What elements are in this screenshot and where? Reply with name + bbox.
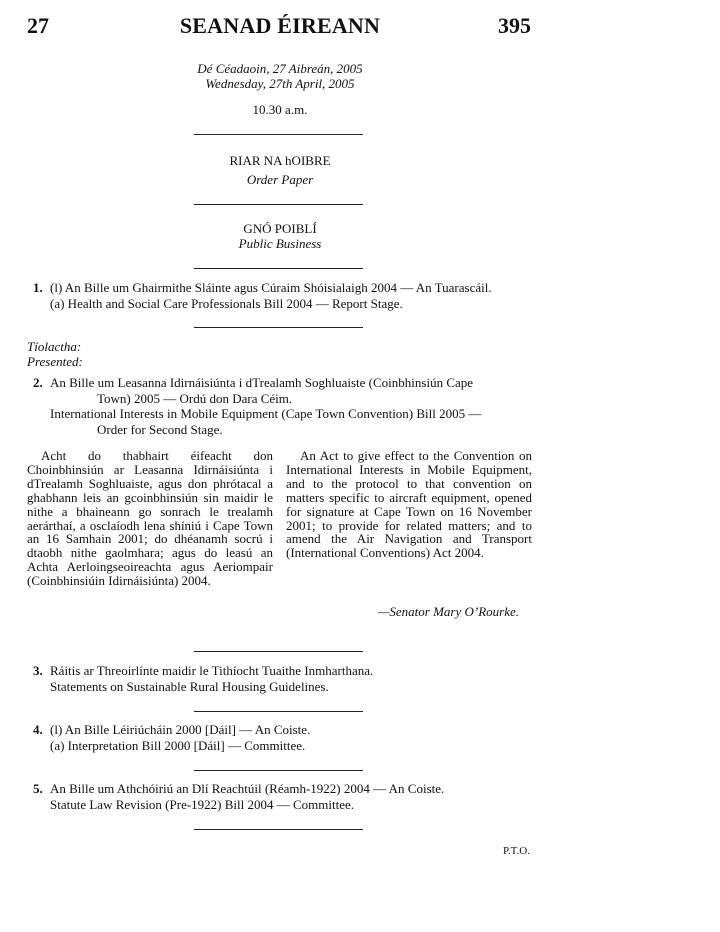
page-title: SEANAD ÉIREANN <box>179 13 381 38</box>
item-line: Town) 2005 — Ordú don Dara Céim. <box>97 390 293 406</box>
item-line-irish: (l) An Bille um Ghairmithe Sláinte agus Cúraim Shóisialaigh 2004 — An Tuarascáil. <box>50 280 492 295</box>
order-paper-irish: RIAR NA hOIBRE <box>229 153 331 168</box>
divider-rule <box>194 651 363 652</box>
divider-rule <box>194 770 363 771</box>
public-business-english: Public Business <box>238 236 322 251</box>
order-paper-english: Order Paper <box>246 172 314 187</box>
item-line: An Bille um Leasanna Idirnáisiúnta i dTrealamh Soghluaiste (Coinbhinsiún Cape <box>50 375 474 390</box>
please-turn-over: P.T.O. <box>503 845 530 857</box>
presented-label-english: Presented: <box>27 354 83 369</box>
page-number-left: 27 <box>27 13 49 38</box>
business-item-1 <box>33 280 538 311</box>
explanatory-text-english <box>286 449 532 560</box>
public-business-irish: GNÓ POIBLÍ <box>243 221 317 236</box>
page-number-right: 395 <box>498 13 531 38</box>
item-line-irish: An Bille um Athchóiriú an Dlí Reachtúil (Réamh-1922) 2004 — An Coiste. <box>50 781 445 796</box>
divider-rule <box>194 327 363 328</box>
explanatory-paragraph-irish: Acht do thabhairt éifeacht don Choinbhinsiún ar Leasanna Idirnáisiúnta i dTrealamh Soghluaiste, agus don phrótacal a ghabhann leis an gcoinbhinsiún sin maidir le nithe a bhaineann go sonrach le trealamh aerárthaí, a osclaíodh lena shíniú i Cape Town an 16 Samhain 2001; do dhéanamh socrú i dtaobh nithe gaolmhara; agus do leasú an Achta Aerloingseoireachta agus Aeriompair (Coinbhinsiúin Idirnáisiúnta) 2004. <box>27 448 273 589</box>
business-item-5 <box>33 781 538 812</box>
divider-rule <box>194 711 363 712</box>
date-english: Wednesday, 27th April, 2005 <box>205 76 355 91</box>
item-line-english: Statute Law Revision (Pre-1922) Bill 2004 — Committee. <box>50 796 355 812</box>
item-line-english: (a) Health and Social Care Professionals Bill 2004 — Report Stage. <box>50 295 403 311</box>
senator-signature: —Senator Mary O’Rourke. <box>377 604 519 619</box>
date-irish: Dé Céadaoin, 27 Aibreán, 2005 <box>197 61 363 76</box>
item-number: 5. <box>33 781 43 796</box>
divider-rule <box>194 268 363 269</box>
divider-rule <box>194 204 363 205</box>
business-item-4 <box>33 722 538 753</box>
divider-rule <box>194 134 363 135</box>
presented-label-irish: Tíolactha: <box>27 339 82 354</box>
divider-rule <box>194 829 363 830</box>
item-number: 1. <box>33 280 43 295</box>
explanatory-text-irish <box>27 449 273 588</box>
business-item-3 <box>33 663 538 694</box>
item-line-irish: (l) An Bille Léiriúcháin 2000 [Dáil] — An Coiste. <box>50 722 311 737</box>
item-number: 4. <box>33 722 43 737</box>
item-number: 3. <box>33 663 43 678</box>
explanatory-paragraph-english: An Act to give effect to the Convention on International Interests in Mobile Equipment, and to the protocol to that convention on matters specific to aircraft equipment, opened for signature at Cape Town on 16 November 2001; to provide for related matters; and to amend the Air Navigation and Transport (International Conventions) Act 2004. <box>286 448 532 561</box>
item-number: 2. <box>33 375 43 390</box>
item-line-english: (a) Interpretation Bill 2000 [Dáil] — Committee. <box>50 737 306 753</box>
business-item-2 <box>33 375 538 437</box>
item-line-irish: Ráitis ar Threoirlínte maidir le Tithíocht Tuaithe Inmharthana. <box>50 663 374 678</box>
item-line: Order for Second Stage. <box>97 421 223 437</box>
item-line: International Interests in Mobile Equipment (Cape Town Convention) Bill 2005 — <box>50 406 482 421</box>
item-line-english: Statements on Sustainable Rural Housing Guidelines. <box>50 678 329 694</box>
sitting-time: 10.30 a.m. <box>252 102 308 117</box>
